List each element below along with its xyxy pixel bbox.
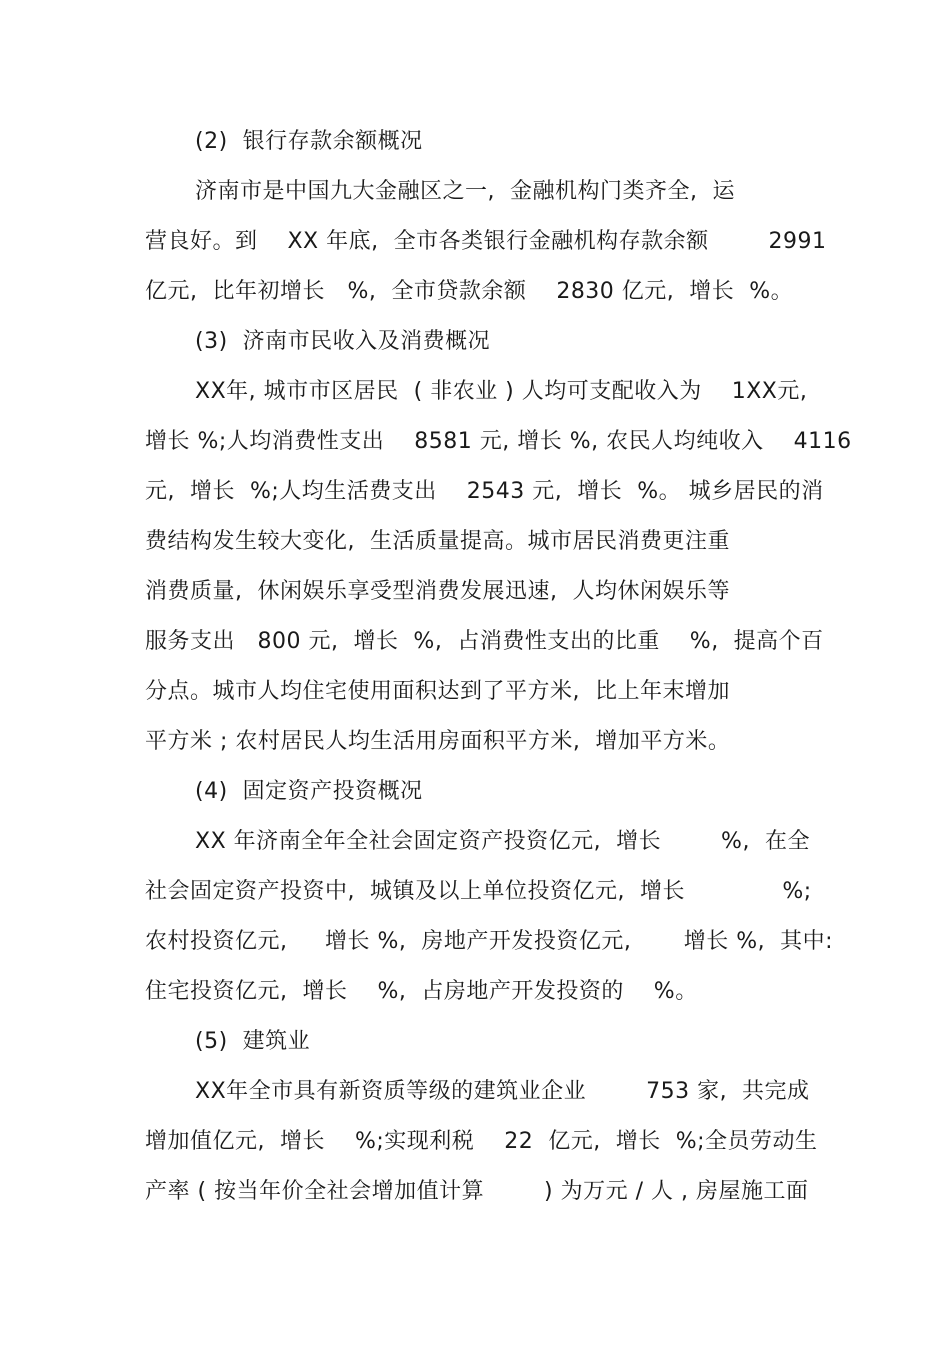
paragraph-line: 增长 %;人均消费性支出 8581 元, 增长 %, 农民人均纯收入 4116	[145, 429, 852, 454]
paragraph-line: 住宅投资亿元, 增长 %, 占房地产开发投资的 %。	[145, 979, 698, 1004]
paragraph-line: XX年全市具有新资质等级的建筑业企业 753 家, 共完成	[195, 1079, 810, 1104]
section-heading-bank-deposits: (2) 银行存款余额概况	[195, 129, 423, 154]
paragraph-line: 分点。城市人均住宅使用面积达到了平方米, 比上年末增加	[145, 679, 730, 704]
paragraph-line: 消费质量, 休闲娱乐享受型消费发展迅速, 人均休闲娱乐等	[145, 579, 730, 604]
paragraph-line: 增加值亿元, 增长 %;实现利税 22 亿元, 增长 %;全员劳动生	[145, 1129, 818, 1154]
section-heading-fixed-assets: (4) 固定资产投资概况	[195, 779, 423, 804]
paragraph-line: 济南市是中国九大金融区之一, 金融机构门类齐全, 运	[195, 179, 735, 204]
paragraph-line: XX年, 城市市区居民 ( 非农业 ) 人均可支配收入为 1XX元,	[195, 379, 808, 404]
section-heading-construction: (5) 建筑业	[195, 1029, 311, 1054]
paragraph-line: 元, 增长 %;人均生活费支出 2543 元, 增长 %。 城乡居民的消	[145, 479, 824, 504]
paragraph-line: 服务支出 800 元, 增长 %, 占消费性支出的比重 %, 提高个百	[145, 629, 824, 654]
paragraph-line: 社会固定资产投资中, 城镇及以上单位投资亿元, 增长 %;	[145, 879, 812, 904]
paragraph-line: 营良好。到 XX 年底, 全市各类银行金融机构存款余额 2991	[145, 229, 827, 254]
paragraph-line: 平方米 ; 农村居民人均生活用房面积平方米, 增加平方米。	[145, 729, 731, 754]
section-heading-income-consumption: (3) 济南市民收入及消费概况	[195, 329, 491, 354]
paragraph-line: XX 年济南全年全社会固定资产投资亿元, 增长 %, 在全	[195, 829, 810, 854]
paragraph-line: 亿元, 比年初增长 %, 全市贷款余额 2830 亿元, 增长 %。	[145, 279, 794, 304]
paragraph-line: 农村投资亿元, 增长 %, 房地产开发投资亿元, 增长 %, 其中:	[145, 929, 834, 954]
paragraph-line: 费结构发生较大变化, 生活质量提高。城市居民消费更注重	[145, 529, 730, 554]
paragraph-line: 产率 ( 按当年价全社会增加值计算 ) 为万元 / 人 , 房屋施工面	[145, 1179, 809, 1204]
